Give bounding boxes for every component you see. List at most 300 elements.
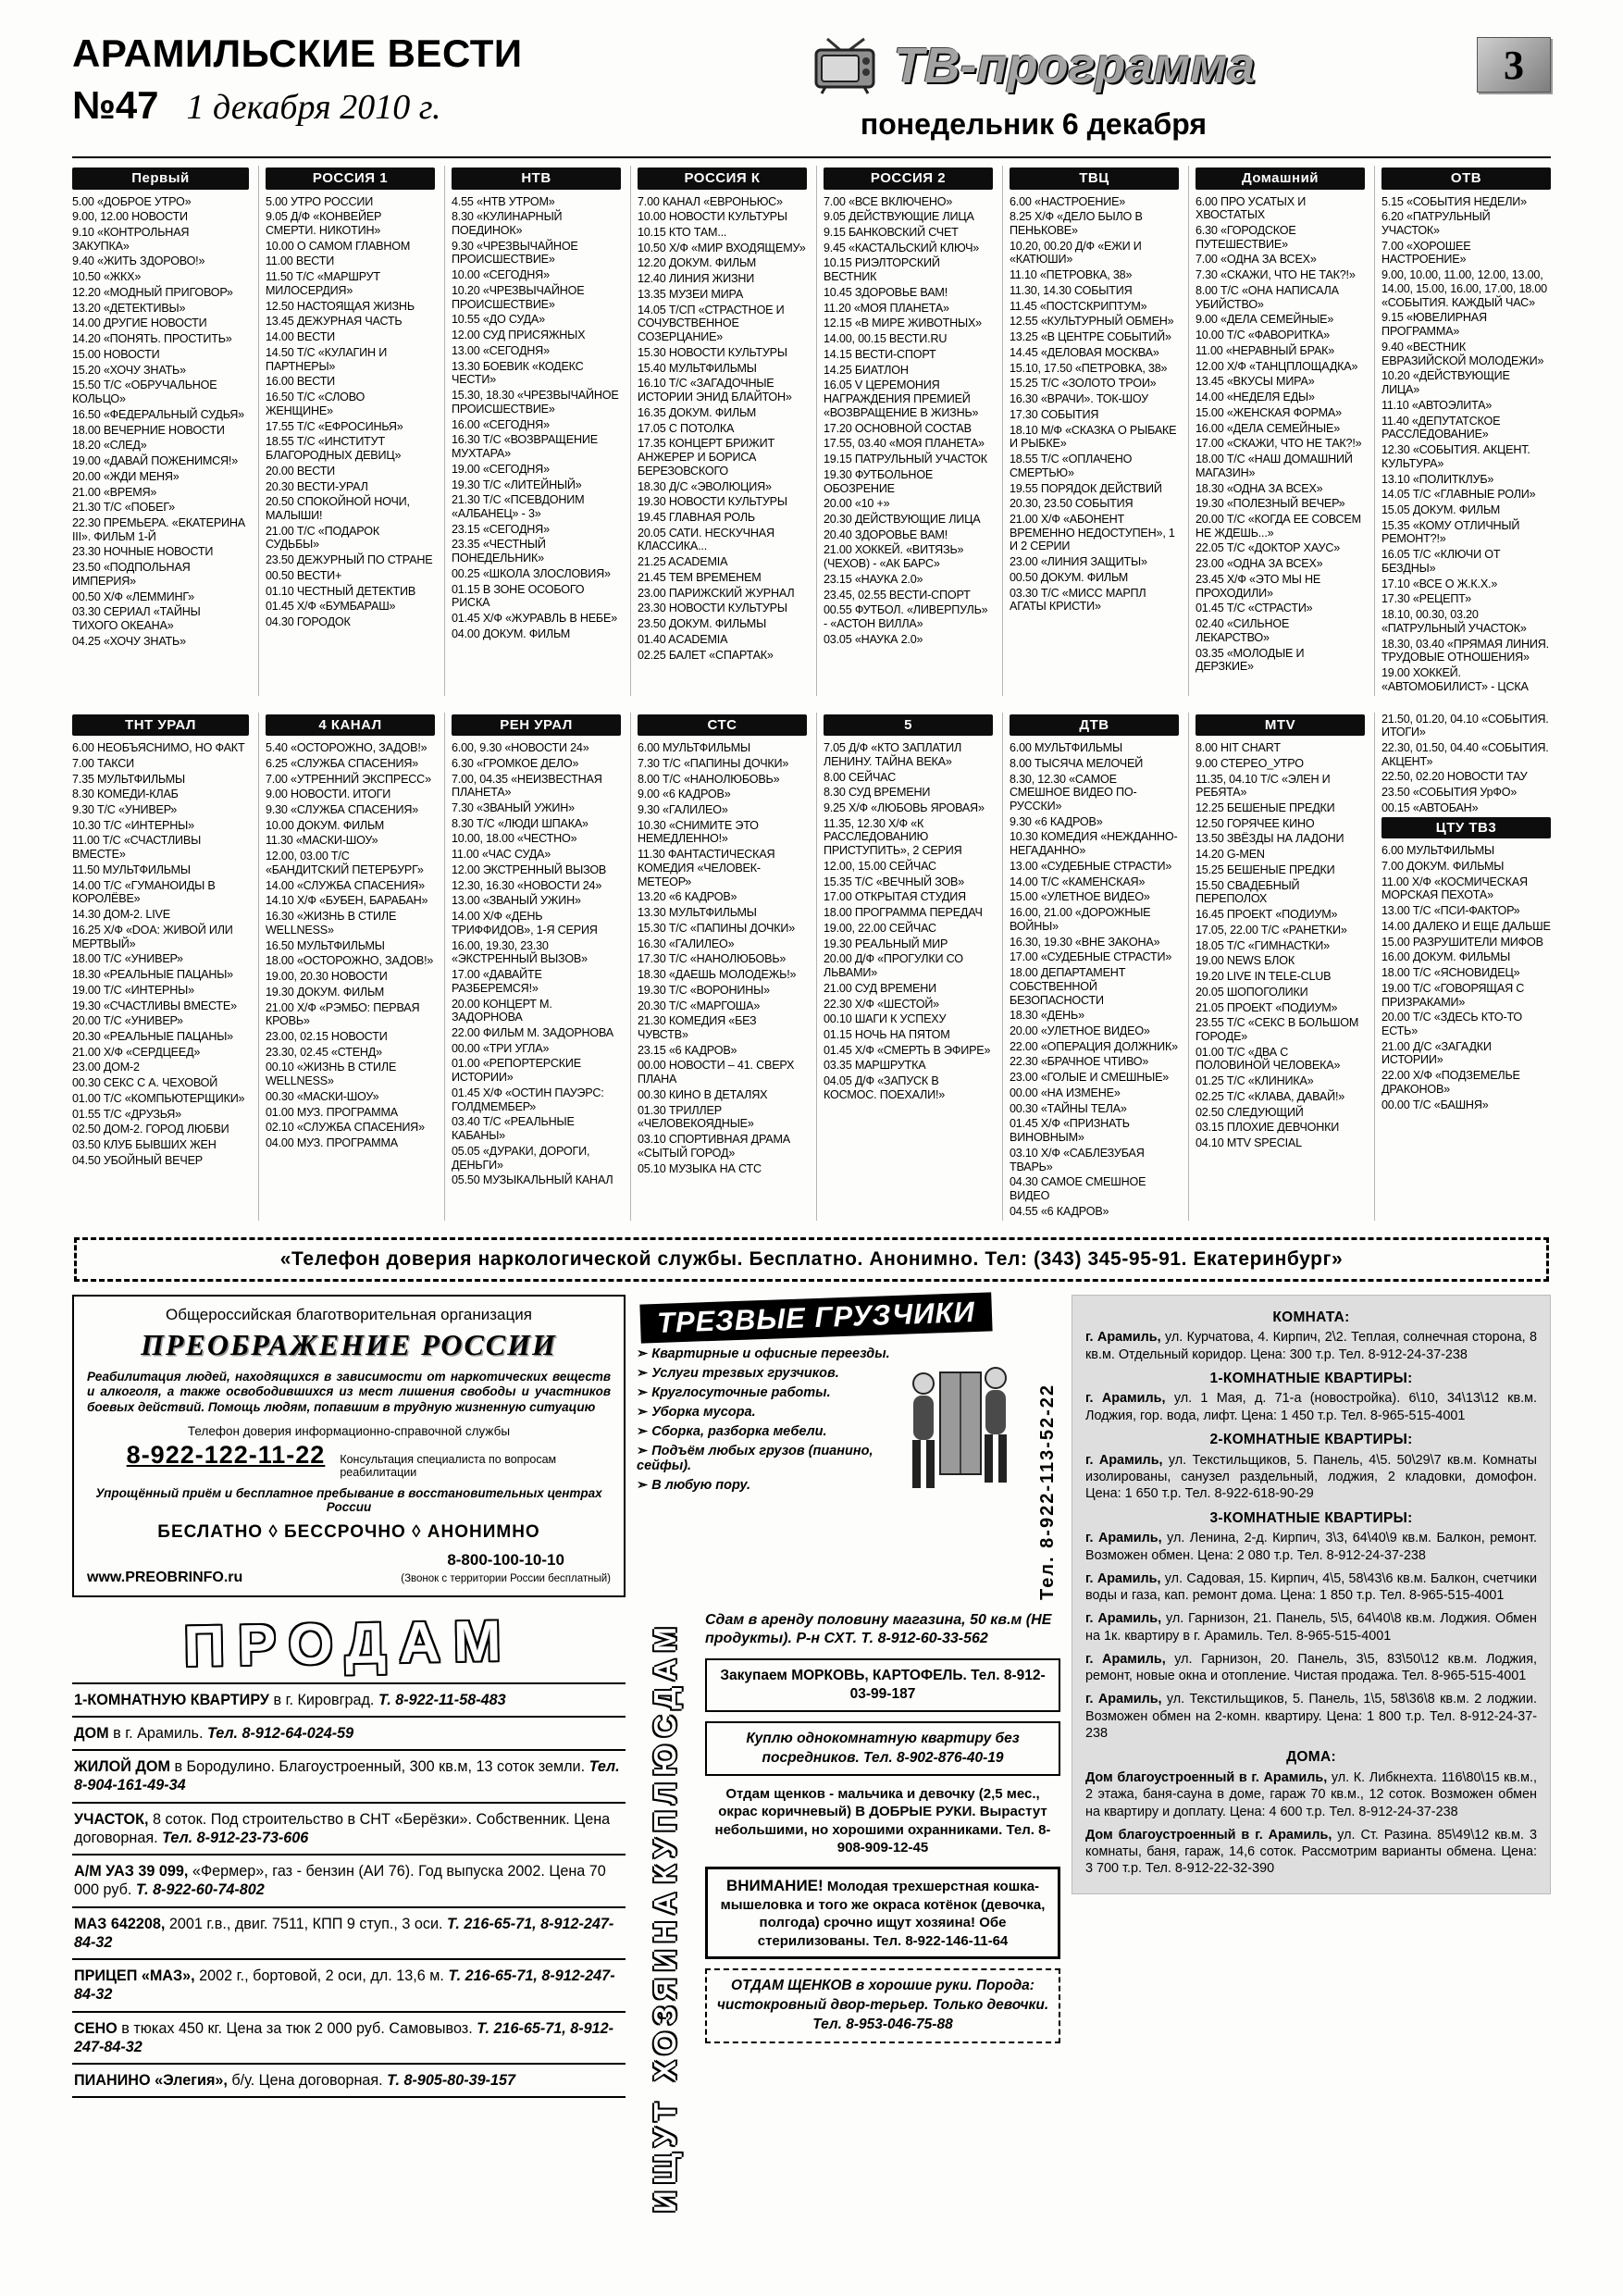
program-line: 8.30 КОМЕДИ-КЛАБ bbox=[72, 788, 179, 801]
program-line: 19.00 «ДАВАЙ ПОЖЕНИМСЯ!» bbox=[72, 454, 239, 468]
program-line: 16.45 ПРОЕКТ «ПОДИУМ» bbox=[1196, 908, 1338, 922]
channel-column bbox=[630, 166, 807, 696]
program-line: 14.00 «НЕДЕЛЯ ЕДЫ» bbox=[1196, 391, 1315, 404]
program-line: 21.25 ACADEMIA bbox=[638, 555, 728, 569]
rehab-phone-2-note: (Звонок с территории России бесплатный) bbox=[401, 1573, 611, 1585]
program-line: 23.30 НОЧНЫЕ НОВОСТИ bbox=[72, 545, 214, 559]
program-line: 19.30 «СЧАСТЛИВЫ ВМЕСТЕ» bbox=[72, 999, 237, 1012]
program-line: 11.00 Х/Ф «КОСМИЧЕСКАЯ МОРСКАЯ ПЕХОТА» bbox=[1381, 875, 1528, 902]
program-line: 01.15 В ЗОНЕ ОСОБОГО РИСКА bbox=[452, 582, 585, 610]
program-line: 22.30 ПРЕМЬЕРА. «ЕКАТЕРИНА III». ФИЛЬМ 1-Й bbox=[72, 515, 245, 543]
realty-item-lead: г. Арамиль, bbox=[1085, 1570, 1165, 1586]
channel-logo: РОССИЯ 2 bbox=[824, 168, 993, 190]
program-line: 18.30 «ДЕНЬ» bbox=[1010, 1009, 1084, 1023]
realty-heading: ДОМА: bbox=[1286, 1749, 1336, 1766]
channel-logo: ОТВ bbox=[1381, 168, 1551, 190]
tv-grid bbox=[72, 156, 1551, 1221]
rehab-title: ПРЕОБРАЖЕНИЕ РОССИИ bbox=[141, 1327, 557, 1361]
program-line: 8.30 СУД ВРЕМЕНИ bbox=[824, 786, 931, 800]
program-line: 22.00 ФИЛЬМ М. ЗАДОРНОВА bbox=[452, 1026, 613, 1040]
program-line: 18.00 Т/С «УНИВЕР» bbox=[72, 952, 183, 966]
program-line: 17.00 ОТКРЫТАЯ СТУДИЯ bbox=[824, 890, 966, 904]
program-line: 20.00 Т/С «ЗДЕСЬ КТО-ТО ЕСТЬ» bbox=[1381, 1011, 1522, 1038]
program-line: 20.00 «УЛЕТНОЕ ВИДЕО» bbox=[1010, 1024, 1150, 1038]
program-line: 15.05 ДОКУМ. ФИЛЬМ bbox=[1381, 503, 1501, 516]
movers-service-item: ➣ Сборка, разборка мебели. bbox=[637, 1424, 894, 1439]
program-line: 17.30 СОБЫТИЯ bbox=[1010, 407, 1099, 421]
program-line: 23.50 ДОКУМ. ФИЛЬМЫ bbox=[638, 617, 767, 631]
program-line: 14.50 Т/С «КУЛАГИН И ПАРТНЕРЫ» bbox=[266, 345, 388, 373]
program-line: 03.05 «НАУКА 2.0» bbox=[824, 632, 923, 646]
program-line: 10.30 Т/С «ИНТЕРНЫ» bbox=[72, 818, 194, 832]
program-line: 18.00 «ОСТОРОЖНО, ЗАДОВ!» bbox=[266, 954, 434, 968]
channel-logo: 4 КАНАЛ bbox=[266, 714, 435, 737]
program-line: 19.00, 20.30 НОВОСТИ bbox=[266, 970, 388, 984]
program-line: 6.30 «ГОРОДСКОЕ ПУТЕШЕСТВИЕ» bbox=[1196, 224, 1296, 251]
program-line: 23.00 ДОМ-2 bbox=[72, 1061, 140, 1074]
program-line: 10.55 «ДО СУДА» bbox=[452, 313, 545, 327]
program-line: 15.00 НОВОСТИ bbox=[72, 347, 160, 361]
prodam-item-phone: Т. 216-65-71, 8-912-247-84-32 bbox=[74, 2019, 614, 2055]
program-line: 14.00 Х/Ф «ДЕНЬ ТРИФФИДОВ», 1-Я СЕРИЯ bbox=[452, 910, 598, 937]
program-line: 15.30, 18.30 «ЧРЕЗВЫЧАЙНОЕ ПРОИСШЕСТВИЕ» bbox=[452, 389, 619, 416]
program-line: 11.00 ВЕСТИ bbox=[266, 254, 335, 268]
realty-item: г. Арамиль, ул. 1 Мая, д. 71-а (новостройка). 6\10, 34\13\12 кв.м. Лоджия, гор. вода, лифт. Цена: 1 450 т.р. Тел. 8-965-515-4001 bbox=[1085, 1391, 1537, 1423]
program-line: 13.20 «6 КАДРОВ» bbox=[638, 890, 737, 904]
program-line: 19.20 LIVE IN TELE-CLUB bbox=[1196, 970, 1332, 984]
prodam-item-phone: Т. 8-922-11-58-483 bbox=[378, 1691, 506, 1708]
program-line: 23.55 Т/С «СЕКС В БОЛЬШОМ ГОРОДЕ» bbox=[1196, 1016, 1359, 1044]
prodam-item-phone: Т. 8-922-60-74-802 bbox=[135, 1881, 265, 1899]
realty-item: Дом благоустроенный в г. Арамиль, ул. Ст. Разина. 85\49\12 кв.м. 3 комнаты, баня, гараж, 14,6 соток. Рассмотрим варианты обмена. Цена: 3 700 т.р. Тел. 8-912-22-32-390 bbox=[1085, 1827, 1537, 1877]
channel-column bbox=[1188, 166, 1365, 696]
program-line: 8.25 Х/Ф «ДЕЛО БЫЛО В ПЕНЬКОВЕ» bbox=[1010, 210, 1143, 238]
movers-illustration bbox=[899, 1347, 1018, 1522]
channel-column bbox=[1374, 166, 1551, 696]
page-number: 3 bbox=[1477, 37, 1551, 93]
program-line: 20.30 ДЕЙСТВУЮЩИЕ ЛИЦА bbox=[824, 512, 981, 526]
program-line: 10.00 Т/С «ФАВОРИТКА» bbox=[1196, 329, 1330, 342]
channel-column bbox=[1002, 713, 1179, 1221]
program-line: 23.50 «СОБЫТИЯ УрФО» bbox=[1381, 786, 1518, 800]
program-line: 18.00 ВЕЧЕРНИЕ НОВОСТИ bbox=[72, 423, 225, 437]
program-line: 6.25 «СЛУЖБА СПАСЕНИЯ» bbox=[266, 756, 419, 770]
realty-heading: 3-КОМНАТНЫЕ КВАРТИРЫ: bbox=[1209, 1509, 1413, 1526]
program-line: 14.20 G-MEN bbox=[1196, 848, 1265, 862]
channel-column bbox=[258, 713, 435, 1221]
program-line: 9.45 «КАСТАЛЬСКИЙ КЛЮЧ» bbox=[824, 241, 980, 254]
program-line: 9.15 БАНКОВСКИЙ СЧЕТ bbox=[824, 226, 959, 240]
program-line: 04.05 Д/Ф «ЗАПУСК В КОСМОС. ПОЕХАЛИ!» bbox=[824, 1074, 946, 1101]
program-line: 9.25 Х/Ф «ЛЮБОВЬ ЯРОВАЯ» bbox=[824, 801, 985, 814]
program-line: 14.20 «ПОНЯТЬ. ПРОСТИТЬ» bbox=[72, 332, 232, 346]
prodam-item: ПРИЦЕП «МАЗ», 2002 г., бортовой, 2 оси, дл. 13,6 м. Т. 216-65-71, 8-912-247-84-32 bbox=[72, 1958, 626, 2011]
program-line: 19.00 «СЕГОДНЯ» bbox=[452, 462, 550, 476]
realty-listings bbox=[1072, 1295, 1551, 1894]
program-line: 17.00 «ДАВАЙТЕ РАЗБЕРЕМСЯ!» bbox=[452, 968, 542, 995]
program-line: 05.05 «ДУРАКИ, ДОРОГИ, ДЕНЬГИ» bbox=[452, 1144, 590, 1172]
program-line: 17.30 Т/С «НАНОЛЮБОВЬ» bbox=[638, 952, 787, 966]
program-line: 01.45 Х/Ф «ЖУРАВЛЬ В НЕБЕ» bbox=[452, 612, 618, 626]
prodam-item-phone: Тел. 8-904-161-49-34 bbox=[74, 1758, 620, 1794]
channel-column bbox=[1188, 713, 1365, 1221]
program-line: 22.05 Т/С «ДОКТОР ХАУС» bbox=[1196, 541, 1341, 555]
program-line: 03.10 СПОРТИВНАЯ ДРАМА «СЫТЫЙ ГОРОД» bbox=[638, 1133, 791, 1160]
program-line: 21.00 Т/С «ПОДАРОК СУДЬБЫ» bbox=[266, 524, 379, 552]
program-line: 10.50 Х/Ф «МИР ВХОДЯЩЕМУ» bbox=[638, 241, 806, 254]
program-line: 14.10 Х/Ф «БУБЕН, БАРАБАН» bbox=[266, 894, 428, 908]
prodam-item-phone: Тел. 8-912-64-024-59 bbox=[206, 1724, 354, 1742]
channel-logo: MTV bbox=[1196, 714, 1365, 737]
program-line: 13.00 «ЗВАНЫЙ УЖИН» bbox=[452, 894, 581, 908]
program-line: 17.00 «СУДЕБНЫЕ СТРАСТИ» bbox=[1010, 950, 1172, 964]
program-line: 04.30 ГОРОДОК bbox=[266, 615, 351, 629]
program-line: 19.00 Т/С «ИНТЕРНЫ» bbox=[72, 983, 194, 997]
program-line: 14.05 Т/С «ГЛАВНЫЕ РОЛИ» bbox=[1381, 488, 1536, 502]
masthead-left bbox=[72, 31, 590, 128]
program-line: 7.00 ДОКУМ. ФИЛЬМЫ bbox=[1381, 859, 1505, 873]
program-line: 21.30 Т/С «ПОБЕГ» bbox=[72, 501, 175, 515]
program-line: 22.00 «ОПЕРАЦИЯ ДОЛЖНИК» bbox=[1010, 1039, 1178, 1053]
prodam-item-lead: СЕНО bbox=[74, 2019, 122, 2037]
channel-column bbox=[444, 713, 621, 1221]
masthead bbox=[72, 31, 1551, 142]
program-line: 00.00 «ТРИ УГЛА» bbox=[452, 1041, 550, 1055]
prodam-item-phone: Тел. 8-912-23-73-606 bbox=[162, 1829, 309, 1846]
program-line: 19.00 Т/С «ГОВОРЯЩАЯ С ПРИЗРАКАМИ» bbox=[1381, 981, 1525, 1009]
program-line: 10.00, 18.00 «ЧЕСТНО» bbox=[452, 832, 577, 846]
program-line: 01.00 Т/С «КОМПЬЮТЕРЩИКИ» bbox=[72, 1091, 245, 1105]
program-line: 01.00 Т/С «ДВА С ПОЛОВИНОЙ ЧЕЛОВЕКА» bbox=[1196, 1045, 1341, 1073]
program-line: 16.05 Т/С «КЛЮЧИ ОТ БЕЗДНЫ» bbox=[1381, 548, 1501, 575]
program-line: 00.25 «ШКОЛА ЗЛОСЛОВИЯ» bbox=[452, 566, 611, 580]
program-line: 19.00 ХОККЕЙ. «АВТОМОБИЛИСТ» - ЦСКА bbox=[1381, 666, 1529, 693]
realty-item: г. Арамиль, ул. Ленина, 2-д. Кирпич, 3\3, 64\40\9 кв.м. Балкон, ремонт. Возможен обмен. Цена: 2 080 т.р. Тел. 8-912-24-37-238 bbox=[1085, 1531, 1537, 1563]
movers-service-item: ➣ Квартирные и офисные переезды. bbox=[637, 1347, 894, 1361]
realty-item-lead: Дом благоустроенный в г. Арамиль, bbox=[1085, 1769, 1332, 1785]
movers-service-item: ➣ Уборка мусора. bbox=[637, 1405, 894, 1420]
program-line: 21.00 Д/С «ЗАГАДКИ ИСТОРИИ» bbox=[1381, 1039, 1492, 1067]
program-line: 13.00 Т/С «ПСИ-ФАКТОР» bbox=[1381, 904, 1520, 918]
program-line: 01.45 Х/Ф «СМЕРТЬ В ЭФИРЕ» bbox=[824, 1043, 991, 1057]
prodam-item-phone: Т. 216-65-71, 8-912-247-84-32 bbox=[74, 1967, 615, 2004]
program-line: 00.50 Х/Ф «ЛЕММИНГ» bbox=[72, 590, 194, 603]
realty-item-lead: г. Арамиль, bbox=[1085, 1651, 1175, 1667]
program-line: 15.20 «ХОЧУ ЗНАТЬ» bbox=[72, 363, 186, 377]
program-line: 16.50 Т/С «СЛОВО ЖЕНЩИНЕ» bbox=[266, 391, 365, 417]
prodam-item-lead: ПРИЦЕП «МАЗ», bbox=[74, 1967, 200, 1985]
program-line: 16.30 «ГАЛИЛЕО» bbox=[638, 937, 735, 950]
program-line: 19.55 ПОРЯДОК ДЕЙСТВИЙ bbox=[1010, 481, 1162, 495]
program-line: 03.10 Х/Ф «САБЛЕЗУБАЯ ТВАРЬ» bbox=[1010, 1146, 1145, 1173]
cat-ad-text: Молодая трехшерстная кошка-мышеловка и того же окраса котёнок (девочка, полгода) срочно ищут хозяина! Обе стерилизованы. Тел. 8-922-146-11-64 bbox=[720, 1878, 1046, 1949]
program-line: 15.30 Т/С «ПАПИНЫ ДОЧКИ» bbox=[638, 921, 795, 935]
program-line: 9.40 «ВЕСТНИК ЕВРАЗИЙСКОЙ МОЛОДЕЖИ» bbox=[1381, 340, 1544, 367]
program-line: 8.00 HIT CHART bbox=[1196, 741, 1281, 755]
program-line: 9.00, 12.00 НОВОСТИ bbox=[72, 210, 188, 224]
program-line: 13.50 ЗВЁЗДЫ НА ЛАДОНИ bbox=[1196, 832, 1344, 846]
program-line: 01.00 «РЕПОРТЕРСКИЕ ИСТОРИИ» bbox=[452, 1057, 581, 1085]
program-line: 03.35 МАРШРУТКА bbox=[824, 1059, 926, 1073]
program-line: 13.30 МУЛЬТФИЛЬМЫ bbox=[638, 906, 757, 920]
program-line: 22.50, 02.20 НОВОСТИ ТАУ bbox=[1381, 770, 1528, 784]
program-line: 20.00 КОНЦЕРТ М. ЗАДОРНОВА bbox=[452, 997, 552, 1024]
program-line: 17.05 С ПОТОЛКА bbox=[638, 421, 735, 435]
program-line: 9.10 «КОНТРОЛЬНАЯ ЗАКУПКА» bbox=[72, 226, 190, 253]
buy-flat-ad: Куплю однокомнатную квартиру без посредников. Тел. 8-902-876-40-19 bbox=[705, 1721, 1060, 1775]
program-line: 6.00 ПРО УСАТЫХ И ХВОСТАТЫХ bbox=[1196, 194, 1307, 222]
program-line: 10.30 КОМЕДИЯ «НЕЖДАННО-НЕГАДАННО» bbox=[1010, 830, 1178, 858]
rehab-description: Реабилитация людей, находящихся в зависимости от наркотических веществ и алкоголя, а также освободившихся из мест лишения свободы и участников боевых действий. Помощь людям, попавшим в трудную жизненную ситуацию bbox=[87, 1369, 611, 1415]
puppies-ad: Отдам щенков - мальчика и девочку (2,5 мес., окрас коричневый) В ДОБРЫЕ РУКИ. Вырастут небольшими, но хорошими охранниками. Тел. 8-908-909-12-45 bbox=[714, 1785, 1051, 1856]
issue-row bbox=[72, 83, 590, 128]
program-line: 10.15 КТО ТАМ... bbox=[638, 226, 727, 240]
realty-item: г. Арамиль, ул. Гарнизон, 20. Панель, 3\5, 83\50\12 кв.м. Лоджия, ремонт, новые окна и отопление. Чистая продажа. Тел. 8-965-515-4001 bbox=[1085, 1651, 1537, 1684]
program-line: 21.00 Х/Ф «АБОНЕНТ ВРЕМЕННО НЕДОСТУПЕН», 1 И 2 СЕРИИ bbox=[1010, 512, 1175, 553]
program-line: 04.55 «6 КАДРОВ» bbox=[1010, 1204, 1109, 1218]
program-line: 15.30 НОВОСТИ КУЛЬТУРЫ bbox=[638, 345, 787, 359]
program-line: 20.05 САТИ. НЕСКУЧНАЯ КЛАССИКА... bbox=[638, 526, 774, 553]
program-line: 20.30, 23.50 СОБЫТИЯ bbox=[1010, 497, 1134, 511]
program-line: 15.00 РАЗРУШИТЕЛИ МИФОВ bbox=[1381, 935, 1543, 949]
program-line: 19.30 НОВОСТИ КУЛЬТУРЫ bbox=[638, 495, 787, 509]
dogs-ad-lead: ОТДАМ ЩЕНКОВ bbox=[731, 1978, 852, 1994]
program-line: 6.00 МУЛЬТФИЛЬМЫ bbox=[1010, 741, 1122, 755]
program-line: 6.00, 9.30 «НОВОСТИ 24» bbox=[452, 741, 589, 755]
program-line: 23.45 Х/Ф «ЭТО МЫ НЕ ПРОХОДИЛИ» bbox=[1196, 572, 1321, 600]
program-line: 16.30 «ЖИЗНЬ В СТИЛЕ WELLNESS» bbox=[266, 910, 397, 937]
dogs-adoption-ad bbox=[705, 1968, 1060, 2043]
program-line: 14.45 «ДЕЛОВАЯ МОСКВА» bbox=[1010, 345, 1159, 359]
rehab-website: www.PREOBRINFO.ru bbox=[87, 1570, 243, 1586]
program-line: 23.30 НОВОСТИ КУЛЬТУРЫ bbox=[638, 602, 787, 615]
realty-item-lead: г. Арамиль, bbox=[1085, 1611, 1166, 1627]
rehab-hotline-block bbox=[401, 1551, 611, 1586]
channel-column bbox=[1374, 713, 1551, 1221]
program-line: 6.00 НЕОБЪЯСНИМО, НО ФАКТ bbox=[72, 741, 245, 755]
program-line: 14.30 ДОМ-2. LIVE bbox=[72, 908, 170, 922]
prodam-item-lead: МАЗ 642208, bbox=[74, 1915, 169, 1932]
program-line: 21.00 «ВРЕМЯ» bbox=[72, 485, 157, 499]
program-line: 16.50 МУЛЬТФИЛЬМЫ bbox=[266, 938, 385, 952]
prodam-item: 1-КОМНАТНУЮ КВАРТИРУ в г. Кировград. Т. 8-922-11-58-483 bbox=[72, 1682, 626, 1716]
program-line: 03.50 КЛУБ БЫВШИХ ЖЕН bbox=[72, 1138, 217, 1152]
prodam-list bbox=[72, 1682, 626, 2097]
program-line: 12.30, 16.30 «НОВОСТИ 24» bbox=[452, 878, 602, 892]
program-line: 19.00, 22.00 СЕЙЧАС bbox=[824, 921, 936, 935]
program-line: 21.00 ХОККЕЙ. «ВИТЯЗЬ» (ЧЕХОВ) - «АК БАРС» bbox=[824, 543, 964, 571]
program-line: 18.00 Т/С «ЯСНОВИДЕЦ» bbox=[1381, 966, 1520, 980]
program-line: 13.00 «СУДЕБНЫЕ СТРАСТИ» bbox=[1010, 859, 1172, 873]
tv-program-row bbox=[812, 37, 1256, 94]
program-line: 23.50 «ПОДПОЛЬНАЯ ИМПЕРИЯ» bbox=[72, 561, 191, 588]
buy-vegetables-ad bbox=[705, 1658, 1060, 1712]
program-line: 05.10 МУЗЫКА НА СТС bbox=[638, 1161, 762, 1175]
program-line: 8.30 Т/С «ЛЮДИ ШПАКА» bbox=[452, 816, 588, 830]
program-line: 11.10 «ПЕТРОВКА, 38» bbox=[1010, 268, 1133, 282]
program-line: 18.55 Т/С «ОПЛАЧЕНО СМЕРТЬЮ» bbox=[1010, 453, 1133, 479]
realty-heading: 1-КОМНАТНЫЕ КВАРТИРЫ: bbox=[1209, 1370, 1413, 1386]
program-line: 12.15 «В МИРЕ ЖИВОТНЫХ» bbox=[824, 316, 982, 330]
program-line: 14.25 БИАТЛОН bbox=[824, 363, 909, 377]
program-line: 23.30, 02.45 «СТЕНД» bbox=[266, 1045, 382, 1059]
channel-column bbox=[630, 713, 807, 1221]
prodam-item-lead: ЖИЛОЙ ДОМ bbox=[74, 1758, 175, 1776]
movers-title: ТРЕЗВЫЕ ГРУЗЧИКИ bbox=[639, 1292, 992, 1343]
program-line: 00.50 ДОКУМ. ФИЛЬМ bbox=[1010, 570, 1129, 584]
program-line: 6.00 МУЛЬТФИЛЬМЫ bbox=[1381, 844, 1494, 858]
program-line: 7.00 «ОДНА ЗА ВСЕХ» bbox=[1196, 253, 1317, 267]
program-line: 23.15 «6 КАДРОВ» bbox=[638, 1043, 737, 1057]
program-line: 16.30 Т/С «ВОЗВРАЩЕНИЕ МУХТАРА» bbox=[452, 433, 598, 461]
program-line: 10.20 «ЧРЕЗВЫЧАЙНОЕ ПРОИСШЕСТВИЕ» bbox=[452, 283, 585, 311]
buy-vegetables-text: Закупаем МОРКОВЬ, КАРТОФЕЛЬ. bbox=[720, 1668, 967, 1684]
prodam-item: УЧАСТОК, 8 соток. Под строительство в СНТ «Берёзки». Собственник. Цена договорная. Тел. 8-912-23-73-606 bbox=[72, 1802, 626, 1855]
program-line: 20.40 ЗДОРОВЬЕ ВАМ! bbox=[824, 527, 948, 541]
program-line: 04.00 ДОКУМ. ФИЛЬМ bbox=[452, 627, 571, 640]
program-line: 20.00 Д/Ф «ПРОГУЛКИ СО ЛЬВАМИ» bbox=[824, 952, 963, 980]
program-line: 22.30 Х/Ф «ШЕСТОЙ» bbox=[824, 997, 939, 1011]
program-line: 16.50 «ФЕДЕРАЛЬНЫЙ СУДЬЯ» bbox=[72, 407, 244, 421]
program-line: 10.50 «ЖКХ» bbox=[72, 270, 142, 284]
program-line: 11.10 «АВТОЭЛИТА» bbox=[1381, 398, 1493, 412]
program-line: 9.00 НОВОСТИ. ИТОГИ bbox=[266, 788, 391, 801]
program-line: 8.30 «КУЛИНАРНЫЙ ПОЕДИНОК» bbox=[452, 210, 563, 238]
channel-logo: СТС bbox=[638, 714, 807, 737]
program-line: 8.00 СЕЙЧАС bbox=[824, 770, 896, 784]
program-line: 9.30 «6 КАДРОВ» bbox=[1010, 814, 1103, 828]
program-line: 20.00 ВЕСТИ bbox=[266, 464, 336, 478]
program-line: 01.30 ТРИЛЛЕР «ЧЕЛОВЕКОЯДНЫЕ» bbox=[638, 1103, 754, 1131]
program-line: 18.55 Т/С «ИНСТИТУТ БЛАГОРОДНЫХ ДЕВИЦ» bbox=[266, 435, 402, 463]
channel-logo: НТВ bbox=[452, 168, 621, 190]
channel-logo: РОССИЯ К bbox=[638, 168, 807, 190]
program-line: 19.30 Т/С «ВОРОНИНЫ» bbox=[638, 983, 770, 997]
sdam-label: СДАМ bbox=[648, 1620, 682, 1737]
program-line: 12.00, 15.00 СЕЙЧАС bbox=[824, 859, 936, 873]
kuplu-label: КУПЛЮ bbox=[648, 1738, 682, 1884]
program-line: 15.25 БЕШЕНЫЕ ПРЕДКИ bbox=[1196, 863, 1335, 876]
program-line: 23.15 «СЕГОДНЯ» bbox=[452, 522, 550, 536]
movers-ad bbox=[637, 1295, 1060, 1600]
program-line: 16.30 «ВРАЧИ». ТОК-ШОУ bbox=[1010, 392, 1148, 406]
program-line: 16.00, 19.30, 23.30 «ЭКСТРЕННЫЙ ВЫЗОВ» bbox=[452, 938, 588, 966]
program-line: 9.00 «6 КАДРОВ» bbox=[638, 788, 731, 801]
program-line: 01.25 Т/С «КЛИНИКА» bbox=[1196, 1074, 1314, 1088]
prodam-item: А/М УАЗ 39 099, «Фермер», газ - бензин (АИ 76). Год выпуска 2002. Цена 70 000 руб. Т. 8-922-60-74-802 bbox=[72, 1854, 626, 1906]
program-line: 03.40 Т/С «РЕАЛЬНЫЕ КАБАНЫ» bbox=[452, 1115, 575, 1143]
program-line: 5.15 «СОБЫТИЯ НЕДЕЛИ» bbox=[1381, 194, 1527, 208]
program-line: 17.55 Т/С «ЕФРОСИНЬЯ» bbox=[266, 419, 403, 433]
program-line: 23.00 ПАРИЖСКИЙ ЖУРНАЛ bbox=[638, 586, 795, 600]
realty-item: г. Арамиль, ул. Садовая, 15. Кирпич, 4\5, 58\43\6 кв.м. Балкон, счетчики воды и газа, кап. ремонт дома. Цена: 1 850 т.р. Тел. 8-965-515-4001 bbox=[1085, 1570, 1537, 1604]
program-line: 00.30 КИНО В ДЕТАЛЯХ bbox=[638, 1087, 768, 1101]
program-line: 6.00 «НАСТРОЕНИЕ» bbox=[1010, 194, 1126, 208]
program-line: 13.20 «ДЕТЕКТИВЫ» bbox=[72, 301, 186, 315]
program-line: 8.30, 12.30 «САМОЕ СМЕШНОЕ ВИДЕО ПО-РУССКИ» bbox=[1010, 772, 1137, 813]
program-line: 01.00 МУЗ. ПРОГРАММА bbox=[266, 1105, 398, 1119]
program-line: 11.30 ФАНТАСТИЧЕСКАЯ КОМЕДИЯ «ЧЕЛОВЕК-МЕТЕОР» bbox=[638, 848, 775, 888]
rehab-phone: 8-922-122-11-22 bbox=[126, 1441, 326, 1470]
realty-item: Дом благоустроенный в г. Арамиль, ул. К. Либкнехта. 116\80\15 кв.м., 2 этажа, баня-сауна в доме, гараж 70 кв.м., 12 соток. Возможен обмен на квартиру и доплату. Цена: 4 600 т.р. Тел. 8-912-24-37-238 bbox=[1085, 1769, 1537, 1819]
program-line: 12.25 БЕШЕНЫЕ ПРЕДКИ bbox=[1196, 801, 1335, 814]
program-line: 02.25 Т/С «КЛАВА, ДАВАЙ!» bbox=[1196, 1089, 1345, 1103]
channel-logo: Первый bbox=[72, 168, 249, 190]
program-line: 11.00 «НЕРАВНЫЙ БРАК» bbox=[1196, 343, 1335, 357]
day-title: понедельник 6 декабря bbox=[860, 107, 1208, 141]
realty-item-lead: г. Арамиль, bbox=[1085, 1452, 1169, 1468]
movers-service-item: ➣ Круглосуточные работы. bbox=[637, 1385, 894, 1400]
program-line: 12.55 «КУЛЬТУРНЫЙ ОБМЕН» bbox=[1010, 315, 1174, 329]
program-line: 16.00 «ДЕЛА СЕМЕЙНЫЕ» bbox=[1196, 421, 1340, 435]
program-line: 7.00 КАНАЛ «ЕВРОНЬЮС» bbox=[638, 194, 783, 208]
program-line: 15.40 МУЛЬТФИЛЬМЫ bbox=[638, 361, 757, 375]
program-line: 00.30 «МАСКИ-ШОУ» bbox=[266, 1089, 379, 1103]
program-line: 21.05 ПРОЕКТ «ПОДИУМ» bbox=[1196, 1000, 1338, 1014]
program-line: 16.35 ДОКУМ. ФИЛЬМ bbox=[638, 405, 757, 419]
program-line: 20.30 ВЕСТИ-УРАЛ bbox=[266, 479, 368, 493]
program-line: 21.30 КОМЕДИЯ «БЕЗ ЧУВСТВ» bbox=[638, 1014, 757, 1042]
program-line: 23.00 «ГОЛЫЕ И СМЕШНЫЕ» bbox=[1010, 1071, 1170, 1085]
program-line: 12.00 СУД ПРИСЯЖНЫХ bbox=[452, 329, 586, 342]
program-line: 23.00 «ЛИНИЯ ЗАЩИТЫ» bbox=[1010, 555, 1147, 569]
program-line: 8.00 ТЫСЯЧА МЕЛОЧЕЙ bbox=[1010, 756, 1144, 770]
channel-logo: ТНТ УРАЛ bbox=[72, 714, 249, 737]
program-line: 18.00 ДЕПАРТАМЕНТ СОБСТВЕННОЙ БЕЗОПАСНОСТИ bbox=[1010, 966, 1126, 1007]
dogs-ad-text: в хорошие руки. Порода: чистокровный двор-терьер. Только девочки. Тел. 8-953-046-75-88 bbox=[716, 1978, 1049, 2033]
program-line: 18.30 «ДАЕШЬ МОЛОДЕЖЬ!» bbox=[638, 968, 797, 982]
channel-logo: ДТВ bbox=[1010, 714, 1179, 737]
program-line: 5.00 «ДОБРОЕ УТРО» bbox=[72, 194, 192, 208]
program-line: 22.30 «БРАЧНОЕ ЧТИВО» bbox=[1010, 1055, 1149, 1069]
program-line: 23.15 «НАУКА 2.0» bbox=[824, 572, 923, 586]
program-line: 7.00 «ХОРОШЕЕ НАСТРОЕНИЕ» bbox=[1381, 239, 1471, 267]
ads-section bbox=[72, 1295, 1551, 2222]
program-line: 10.00 «СЕГОДНЯ» bbox=[452, 268, 550, 282]
program-line: 8.00 Т/С «ОНА НАПИСАЛА УБИЙСТВО» bbox=[1196, 283, 1339, 311]
program-line: 00.00 «НА ИЗМЕНЕ» bbox=[1010, 1086, 1121, 1099]
realty-item: г. Арамиль, ул. Текстильщиков, 5. Панель, 4\5. 50\29\7 кв.м. Комнаты изолированы, санузел раздельный, лоджия, 2 кладовки, домофон. Цена: 1 650 т.р. Тел. 8-922-618-90-29 bbox=[1085, 1452, 1537, 1502]
program-line: 4.55 «НТВ УТРОМ» bbox=[452, 194, 555, 208]
channel-logo: РЕН УРАЛ bbox=[452, 714, 621, 737]
prodam-item-lead: ПИАНИНО «Элегия», bbox=[74, 2072, 232, 2090]
program-line: 7.30 «ЗВАНЫЙ УЖИН» bbox=[452, 801, 575, 814]
program-line: 7.00, 04.35 «НЕИЗВЕСТНАЯ ПЛАНЕТА» bbox=[452, 772, 602, 800]
program-line: 13.00 «СЕГОДНЯ» bbox=[452, 343, 550, 357]
issue-number: №47 bbox=[72, 83, 159, 127]
hotline-banner: «Телефон доверия наркологической службы. Бесплатно. Анонимно. Тел: (343) 345-95-91. Екатеринбург» bbox=[74, 1237, 1549, 1282]
program-line: 18.10 М/Ф «СКАЗКА О РЫБАКЕ И РЫБКЕ» bbox=[1010, 423, 1177, 451]
program-line: 18.05 Т/С «ГИМНАСТКИ» bbox=[1196, 938, 1330, 952]
program-line: 11.35, 04.10 Т/С «ЭЛЕН И РЕБЯТА» bbox=[1196, 772, 1331, 800]
program-line: 11.50 Т/С «МАРШРУТ МИЛОСЕРДИЯ» bbox=[266, 270, 380, 297]
program-line: 04.30 САМОЕ СМЕШНОЕ ВИДЕО bbox=[1010, 1175, 1146, 1203]
program-line: 12.20 ДОКУМ. ФИЛЬМ bbox=[638, 256, 757, 270]
issue-date: 1 декабря 2010 г. bbox=[186, 88, 441, 127]
program-line: 15.25 Т/С «ЗОЛОТО ТРОИ» bbox=[1010, 377, 1157, 391]
program-line: 9.00, 10.00, 11.00, 12.00, 13.00, 14.00, 15.00, 16.00, 17.00, 18.00 «СОБЫТИЯ. КАЖДЫЙ ЧАС» bbox=[1381, 268, 1547, 309]
program-line: 22.30, 01.50, 04.40 «СОБЫТИЯ. АКЦЕНТ» bbox=[1381, 740, 1549, 768]
realty-heading: КОМНАТА: bbox=[1272, 1309, 1350, 1325]
program-line: 13.45 «ВКУСЫ МИРА» bbox=[1196, 375, 1315, 389]
cat-adoption-ad bbox=[705, 1867, 1060, 1960]
rehab-org-line: Общероссийская благотворительная организация bbox=[166, 1305, 532, 1323]
program-line: 00.10 «ЖИЗНЬ В СТИЛЕ WELLNESS» bbox=[266, 1061, 397, 1088]
program-line: 13.30 БОЕВИК «КОДЕКС ЧЕСТИ» bbox=[452, 359, 584, 387]
program-line: 01.40 ACADEMIA bbox=[638, 632, 728, 646]
program-line: 18.30 «ОДНА ЗА ВСЕХ» bbox=[1196, 481, 1323, 495]
program-line: 01.55 Т/С «ДРУЗЬЯ» bbox=[72, 1107, 181, 1121]
